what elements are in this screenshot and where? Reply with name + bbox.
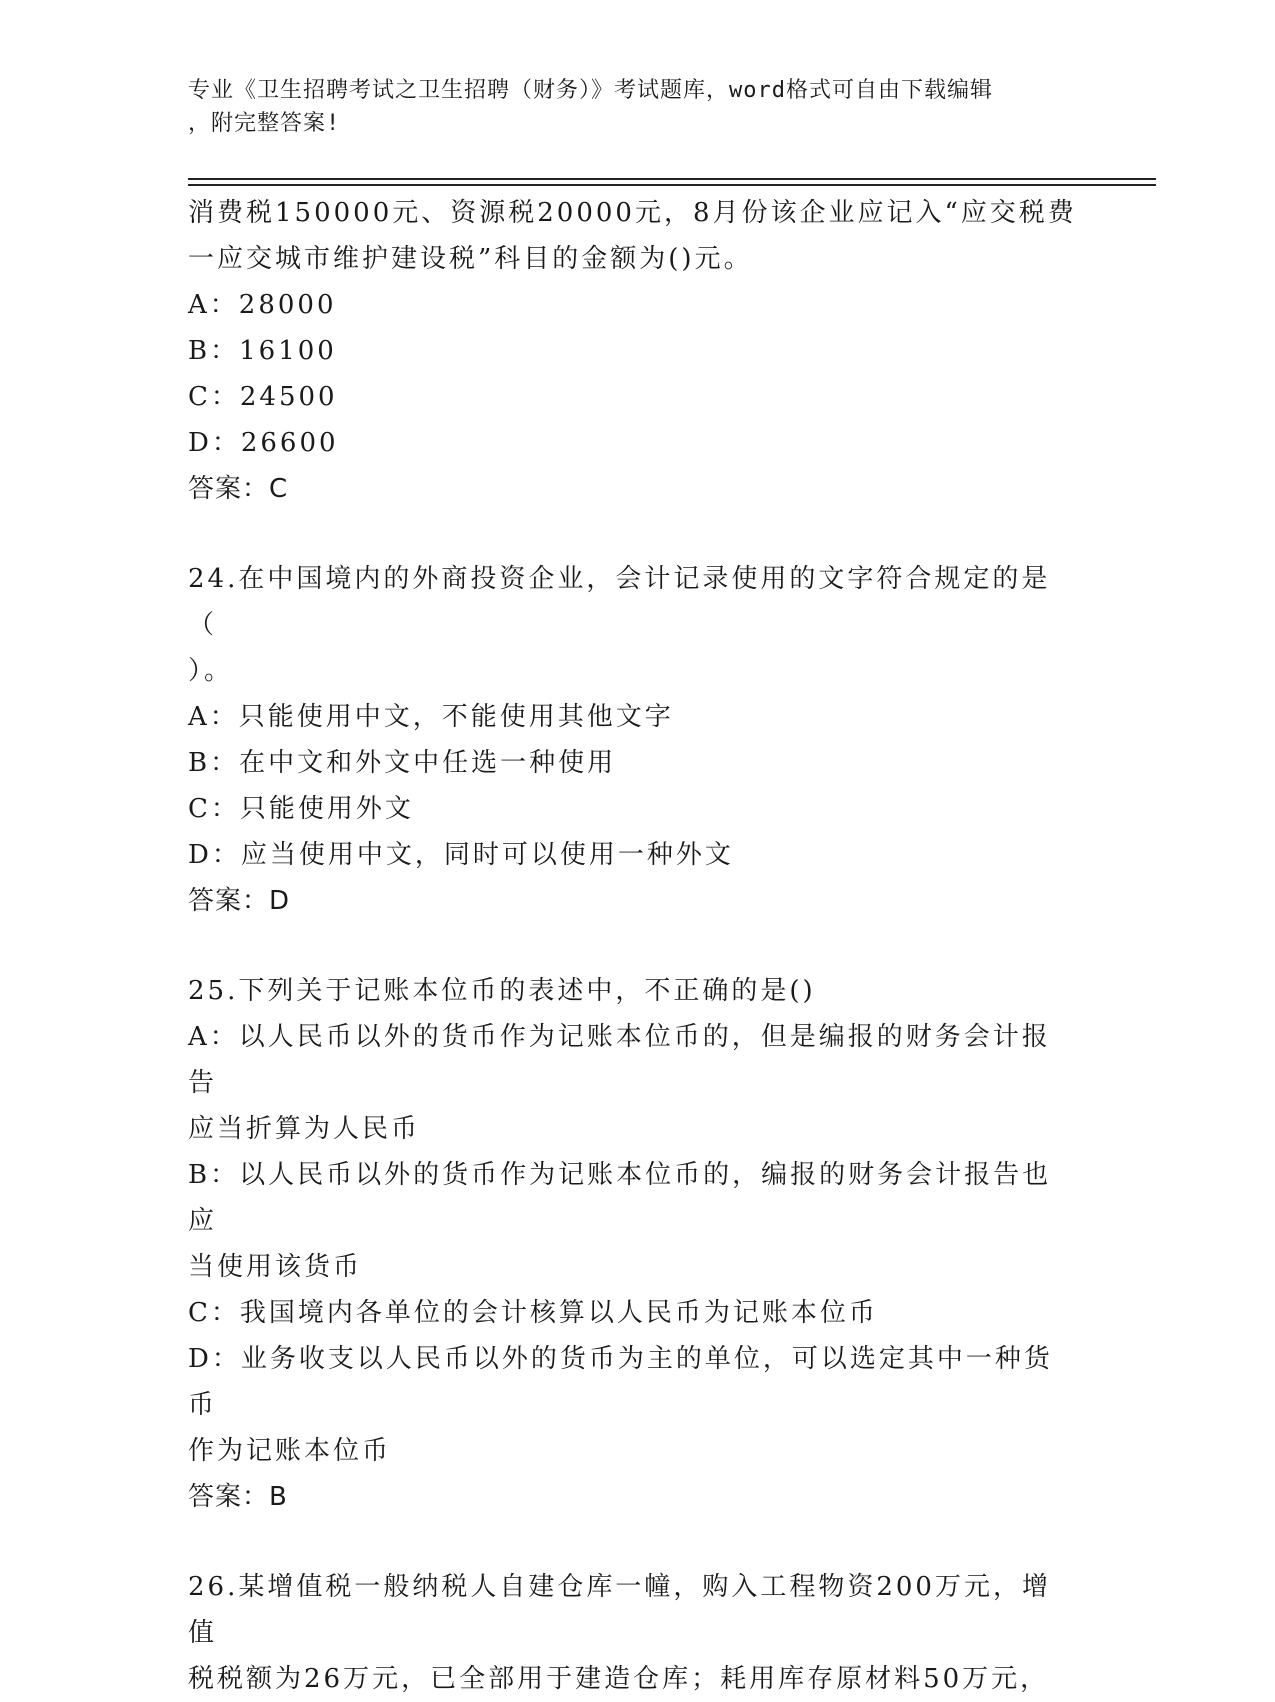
spacer [188,512,1078,556]
answer-line: 答案：D [188,886,291,916]
question-26 [188,1564,1078,1702]
option-b: B：16100 [188,336,337,366]
option-a: A：28000 [188,290,337,320]
header-line-2: ，附完整答案! [188,111,341,136]
question-25 [188,968,1078,1520]
option-a: A：以人民币以外的货币作为记账本位币的，但是编报的财务会计报告 [188,1022,1051,1098]
option-b: B：以人民币以外的货币作为记账本位币的，编报的财务会计报告也应 [188,1160,1052,1236]
question-24 [188,556,1078,924]
question-stem-line: 25.下列关于记账本位币的表述中，不正确的是() [188,976,816,1006]
option-d: D：业务收支以人民币以外的货币为主的单位，可以选定其中一种货币 [188,1344,1053,1420]
header-divider-bottom [188,184,1156,186]
question-stem-line: ）。 [188,656,234,686]
question-stem-line: 26.某增值税一般纳税人自建仓库一幢，购入工程物资200万元，增值 [188,1572,1051,1648]
question-stem-line: 24.在中国境内的外商投资企业，会计记录使用的文字符合规定的是（ [188,564,1051,640]
option-b: B：在中文和外文中任选一种使用 [188,748,617,778]
spacer [188,1520,1078,1564]
option-c: C：24500 [188,382,338,412]
option-a-continued: 应当折算为人民币 [188,1114,421,1144]
option-d: D：26600 [188,428,339,458]
header-line-1: 专业《卫生招聘考试之卫生招聘（财务）》考试题库，word格式可自由下载编辑 [188,78,993,103]
header-divider-top [188,178,1156,180]
question-stem-line: 一应交城市维护建设税”科目的金额为()元。 [188,244,753,274]
option-d: D：应当使用中文，同时可以使用一种外文 [188,840,734,870]
question-content [188,190,1078,1702]
answer-line: 答案：B [188,1482,288,1512]
question-stem-line: 消费税150000元、资源税20000元，8月份该企业应记入“应交税费 [188,198,1077,228]
option-b-continued: 当使用该货币 [188,1252,363,1282]
option-d-continued: 作为记账本位币 [188,1436,392,1466]
question-stem-line: 税税额为26万元，已全部用于建造仓库；耗用库存原材料50万元， [188,1664,1050,1694]
document-header [188,74,1068,140]
option-c: C：我国境内各单位的会计核算以人民币为记账本位币 [188,1298,878,1328]
answer-line: 答案：C [188,474,289,504]
spacer [188,924,1078,968]
question-23 [188,190,1078,512]
option-a: A：只能使用中文，不能使用其他文字 [188,702,674,732]
option-c: C：只能使用外文 [188,794,414,824]
